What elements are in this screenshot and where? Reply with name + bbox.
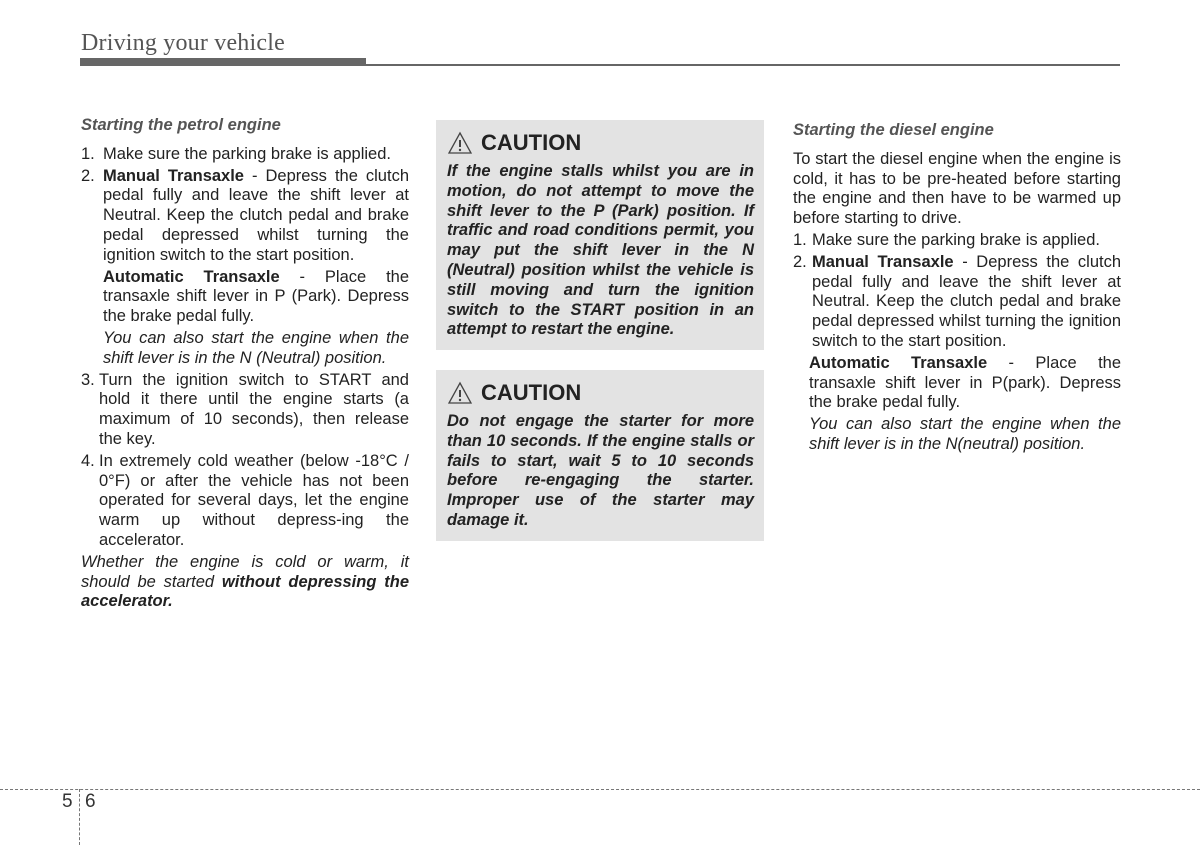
petrol-neutral-note: You can also start the engine when the shift lever is in the N (Neutral) position.: [103, 328, 409, 367]
auto-bold-label: Automatic Transaxle: [103, 267, 280, 286]
step-number: 2.: [81, 166, 95, 185]
step-number: 3.: [81, 370, 95, 389]
step-bold-label: Manual Transaxle: [812, 252, 954, 271]
petrol-section: [81, 116, 409, 614]
diesel-neutral-note: You can also start the engine when the shift lever is in the N(neutral) position.: [809, 415, 1121, 453]
petrol-step-1: [81, 145, 409, 165]
petrol-section-title: Starting the petrol engine: [81, 116, 281, 134]
footer-rule: [0, 789, 1200, 790]
step-number: 4.: [81, 451, 95, 470]
step-body: - Depress the clutch pedal fully and leave the shift lever at Neutral. Keep the clutch pedal and brake pedal depressed whilst turning the ignition switch to the start position.: [812, 252, 1122, 350]
step-text: [812, 253, 1121, 352]
diesel-automatic-note: [809, 354, 1121, 413]
chapter-number: 5: [62, 791, 73, 812]
caution-text: If the engine stalls whilst you are in motion, do not attempt to move the shift lever to the P (Park) position. If traffic and road conditions permit, you may put the shift lever in the N (Neutral) position whilst the vehicle is still moving and turn the ignition switch to the START position in an attempt to restart the engine.: [447, 162, 754, 339]
page-header-title: Driving your vehicle: [81, 30, 285, 56]
caution-label: CAUTION: [481, 380, 582, 405]
caution-text: Do not engage the starter for more than 10 seconds. If the engine stalls or fails to start, wait 5 to 10 seconds before re-engaging the starter. Improper use of the starter may damage it.: [447, 412, 754, 529]
step-text: Make sure the parking brake is applied.: [812, 230, 1100, 249]
petrol-step-4: [81, 452, 409, 551]
header-rule-thin: [366, 64, 1120, 66]
warning-triangle-icon: [447, 381, 473, 405]
caution-header: [447, 128, 754, 158]
diesel-step-2: [793, 253, 1121, 352]
caution-label: CAUTION: [481, 130, 582, 155]
diesel-section-title: Starting the diesel engine: [793, 121, 994, 139]
footer-divider: [79, 789, 80, 845]
step-bold-label: Manual Transaxle: [103, 166, 244, 185]
petrol-step-3: [81, 371, 409, 450]
step-number: 1.: [81, 144, 95, 163]
closing-bold: without depressing the accelerator.: [81, 572, 410, 611]
step-number: 2.: [793, 252, 807, 271]
closing-text: Whether the engine is cold or warm, it should be started: [81, 552, 409, 591]
header-rule-thick: [80, 58, 366, 66]
auto-body: - Place the transaxle shift lever in P(park). Depress the brake pedal fully.: [809, 353, 1122, 412]
caution-box-stall: [436, 120, 764, 350]
step-text: [103, 167, 409, 266]
caution-header: [447, 378, 754, 408]
auto-bold-label: Automatic Transaxle: [809, 353, 988, 372]
step-body: - Depress the clutch pedal fully and leave the shift lever at Neutral. Keep the clutch pedal and brake pedal depressed whilst turning the ignition switch to the start position.: [103, 166, 409, 264]
petrol-closing-note: [81, 553, 409, 612]
diesel-step-1: [793, 231, 1121, 251]
auto-body: - Place the transaxle shift lever in P (Park). Depress the brake pedal fully.: [103, 267, 410, 326]
petrol-automatic-note: [103, 268, 409, 327]
petrol-step-2: [81, 167, 409, 266]
diesel-section: [793, 121, 1121, 457]
page-number: 6: [85, 791, 96, 812]
diesel-intro: To start the diesel engine when the engine is cold, it has to be pre-heated before starting the engine and then have to be warmed up before starting to drive.: [793, 149, 1121, 228]
step-text: In extremely cold weather (below -18°C / 0°F) or after the vehicle has not been operated for several days, let the engine warm up without depress-ing the accelerator.: [99, 451, 409, 549]
step-text: Make sure the parking brake is applied.: [103, 144, 391, 163]
step-text: Turn the ignition switch to START and hold it there until the engine starts (a maximum of 10 seconds), then release the key.: [99, 370, 409, 448]
caution-box-starter: [436, 370, 764, 541]
warning-triangle-icon: [447, 131, 473, 155]
step-number: 1.: [793, 230, 807, 249]
